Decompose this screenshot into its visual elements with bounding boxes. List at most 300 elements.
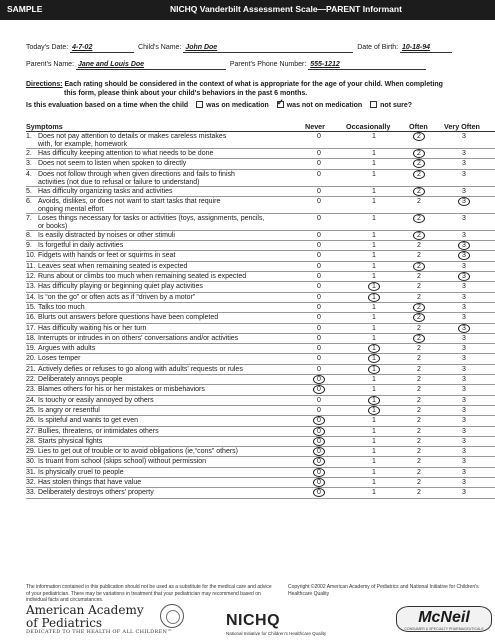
table-row xyxy=(26,187,495,197)
rating-option[interactable]: 2 xyxy=(417,406,421,414)
rating-option-selected[interactable]: 2 xyxy=(413,303,425,312)
rating-option[interactable]: 2 xyxy=(417,324,421,332)
rating-option[interactable]: 1 xyxy=(372,437,376,445)
symptom-text xyxy=(38,345,302,353)
rating-option[interactable]: 2 xyxy=(417,355,421,363)
nichq-tagline: National Initiative for Children's Healthcare Quality xyxy=(226,631,327,636)
rating-option[interactable]: 3 xyxy=(462,458,466,466)
sample-label: SAMPLE xyxy=(7,4,43,14)
rating-option[interactable]: 0 xyxy=(317,252,321,260)
rating-option-selected[interactable]: 2 xyxy=(413,214,425,223)
table-row xyxy=(26,149,495,159)
symptom-text xyxy=(38,263,302,271)
table-row xyxy=(26,303,495,313)
symptom-text xyxy=(38,489,302,497)
table-row xyxy=(26,385,495,395)
rating-option[interactable]: 0 xyxy=(317,150,321,157)
rating-option-selected[interactable]: 0 xyxy=(313,437,325,446)
rating-option-selected[interactable]: 0 xyxy=(313,468,325,477)
aap-tagline: DEDICATED TO THE HEALTH OF ALL CHILDREN™ xyxy=(26,629,173,635)
symptom-text-line1: Bullies, threatens, or intimidates others xyxy=(38,427,159,435)
phone-label: Parent's Phone Number: xyxy=(229,61,307,68)
aap-logo-line1: American Academy xyxy=(26,603,144,617)
rating-option[interactable]: 1 xyxy=(372,303,376,311)
rating-option[interactable]: 2 xyxy=(417,437,421,445)
rating-option[interactable]: 3 xyxy=(462,262,466,270)
date-value: 4-7-02 xyxy=(72,44,93,51)
row-number: 4. xyxy=(26,170,32,178)
rating-option[interactable]: 2 xyxy=(417,293,421,301)
dob-value: 10-18-94 xyxy=(402,44,431,51)
parent-name-label: Parent's Name: xyxy=(26,61,75,68)
symptom-text xyxy=(38,325,302,333)
footer-disclaimer: The information contained in this publication should not be used as a substitute for the medical care and advice of your pediatrician. There may be variations in treatment that your pediatrician may recommend based on individual facts and circumstances. xyxy=(26,584,272,603)
symptom-text xyxy=(38,198,302,214)
table-row xyxy=(26,293,495,303)
rating-option[interactable]: 1 xyxy=(372,334,376,342)
checkbox-on-medication[interactable] xyxy=(196,101,203,108)
rating-option[interactable]: 0 xyxy=(317,273,321,281)
rating-option[interactable]: 1 xyxy=(372,479,376,487)
symptom-text-line2: with, for example, homework xyxy=(38,141,128,149)
rating-option[interactable]: 1 xyxy=(372,458,376,466)
rating-option[interactable]: 0 xyxy=(317,406,321,414)
rating-option-selected[interactable]: 1 xyxy=(368,354,380,363)
table-row xyxy=(26,375,495,385)
symptom-text-line1: Has difficulty keeping attention to what needs to be done xyxy=(38,150,214,157)
table-row xyxy=(26,313,495,323)
rating-option[interactable]: 3 xyxy=(462,427,466,435)
rating-option-selected[interactable]: 1 xyxy=(368,365,380,374)
symptom-text-line1: Has difficulty waiting his or her turn xyxy=(38,324,147,332)
aap-logo-line2: of Pediatrics xyxy=(26,615,103,630)
symptom-table xyxy=(26,121,495,499)
rating-option[interactable]: 0 xyxy=(317,303,321,311)
table-row xyxy=(26,231,495,241)
rating-option[interactable]: 1 xyxy=(372,133,376,140)
rating-option-selected[interactable]: 1 xyxy=(368,282,380,291)
row-number: 9. xyxy=(26,242,32,250)
parent-name-value: Jane and Louis Doe xyxy=(77,61,145,68)
symptom-text-line1: Does not follow through when given directions and fails to finish xyxy=(38,170,235,178)
rating-option[interactable]: 1 xyxy=(372,314,376,322)
rating-option[interactable]: 1 xyxy=(372,150,376,157)
rating-option-selected[interactable]: 2 xyxy=(413,170,425,179)
symptom-text-line1: Leaves seat when remaining seated is expected xyxy=(38,262,188,270)
symptom-text-line1: Loses temper xyxy=(38,355,81,363)
table-row xyxy=(26,344,495,354)
info-row-2 xyxy=(26,61,426,70)
symptom-text xyxy=(38,428,302,436)
rating-option-selected[interactable]: 2 xyxy=(413,231,425,240)
symptom-text-line1: Blurts out answers before questions have been completed xyxy=(38,314,219,322)
directions-label: Directions: xyxy=(26,81,63,88)
option-not-on-medication: was not on medication xyxy=(286,102,363,109)
table-body xyxy=(26,132,495,499)
table-row xyxy=(26,416,495,426)
rating-option[interactable]: 2 xyxy=(417,197,421,205)
rating-option[interactable]: 0 xyxy=(317,262,321,270)
symptom-text xyxy=(38,469,302,477)
symptom-text-line1: Blames others for his or her mistakes or misbehaviors xyxy=(38,386,205,394)
row-number: 11. xyxy=(26,262,36,270)
symptom-text-line1: Is easily distracted by noises or other stimuli xyxy=(38,231,175,239)
dob-label: Date of Birth: xyxy=(357,44,399,51)
symptom-text-line1: Has difficulty playing or beginning quiet play activities xyxy=(38,283,203,291)
symptom-text-line1: Is forgetful in daily activities xyxy=(38,242,124,250)
symptom-text-line1: Is spiteful and wants to get even xyxy=(38,417,139,425)
row-number: 17. xyxy=(26,324,36,332)
symptom-text xyxy=(38,335,302,343)
rating-option[interactable]: 0 xyxy=(317,242,321,250)
row-number: 7. xyxy=(26,214,32,222)
rating-option[interactable]: 1 xyxy=(372,386,376,394)
rating-option[interactable]: 2 xyxy=(417,396,421,404)
rating-option[interactable]: 2 xyxy=(417,242,421,250)
row-number: 33. xyxy=(26,489,36,497)
symptom-text-line1: Lies to get out of trouble or to avoid obligations (ie,“cons” others) xyxy=(38,448,238,456)
symptom-text-line1: Avoids, dislikes, or does not want to start tasks that require xyxy=(38,197,221,205)
symptom-text xyxy=(38,417,302,425)
rating-option[interactable]: 1 xyxy=(372,187,376,195)
rating-option[interactable]: 3 xyxy=(462,448,466,456)
symptom-text-line1: Has difficulty organizing tasks and activities xyxy=(38,187,173,195)
symptom-text xyxy=(38,314,302,322)
rating-option[interactable]: 3 xyxy=(462,303,466,311)
rating-option[interactable]: 0 xyxy=(317,396,321,404)
rating-option[interactable]: 0 xyxy=(317,160,321,168)
rating-option[interactable]: 2 xyxy=(417,479,421,487)
directions-line2: this form, please think about your child's behaviors in the past 6 months. xyxy=(64,90,308,98)
mcneil-logo-text: McNeil xyxy=(418,609,470,626)
symptom-text xyxy=(38,397,302,405)
rating-option-selected[interactable]: 3 xyxy=(458,251,470,260)
rating-option[interactable]: 1 xyxy=(372,242,376,250)
symptom-text xyxy=(38,232,302,240)
row-number: 28. xyxy=(26,437,36,445)
symptom-text-line1: Has stolen things that have value xyxy=(38,479,142,487)
rating-option[interactable]: 3 xyxy=(462,187,466,195)
rating-option[interactable]: 2 xyxy=(417,458,421,466)
table-row xyxy=(26,406,495,416)
symptom-text-line1: Deliberately annoys people xyxy=(38,376,123,384)
symptom-text-line1: Interrupts or intrudes in on others' conversations and/or activities xyxy=(38,334,239,342)
rating-option[interactable]: 3 xyxy=(462,214,466,222)
table-row xyxy=(26,447,495,457)
row-number: 31. xyxy=(26,468,36,476)
symptom-text-line1: Is physically cruel to people xyxy=(38,468,124,476)
rating-option[interactable]: 1 xyxy=(372,376,376,384)
rating-option[interactable]: 1 xyxy=(372,417,376,425)
symptom-text-line1: Talks too much xyxy=(38,303,85,311)
symptom-text xyxy=(38,242,302,250)
row-number: 12. xyxy=(26,273,36,281)
aap-logo xyxy=(26,604,144,629)
rating-option[interactable]: 1 xyxy=(372,262,376,270)
symptom-text-line2: activities (not due to refusal or failure to understand) xyxy=(38,178,200,186)
symptom-text xyxy=(38,304,302,312)
rating-option[interactable]: 3 xyxy=(462,406,466,414)
symptom-text xyxy=(38,376,302,384)
rating-option[interactable]: 3 xyxy=(462,293,466,301)
rating-option[interactable]: 1 xyxy=(372,448,376,456)
rating-option-selected[interactable]: 0 xyxy=(313,488,325,497)
symptom-text xyxy=(38,188,302,196)
rating-option[interactable]: 1 xyxy=(372,160,376,168)
directions-line1: Each rating should be considered in the context of what is appropriate for the age of your child. When completing xyxy=(64,81,443,88)
rating-option[interactable]: 2 xyxy=(417,273,421,281)
rating-option[interactable]: 3 xyxy=(462,160,466,168)
rating-option[interactable]: 0 xyxy=(317,170,321,178)
rating-option[interactable]: 3 xyxy=(462,355,466,363)
rating-option[interactable]: 1 xyxy=(372,427,376,435)
rating-option-selected[interactable]: 0 xyxy=(313,427,325,436)
rating-option[interactable]: 3 xyxy=(462,396,466,404)
symptom-text xyxy=(38,252,302,260)
row-number: 24. xyxy=(26,396,36,404)
phone-field[interactable] xyxy=(308,61,426,70)
rating-option-selected[interactable]: 0 xyxy=(313,385,325,394)
child-name-value: John Doe xyxy=(185,44,218,51)
table-row xyxy=(26,262,495,272)
rating-option[interactable]: 3 xyxy=(462,150,466,157)
rating-option[interactable]: 3 xyxy=(462,170,466,178)
rating-option[interactable]: 1 xyxy=(372,324,376,332)
rating-option[interactable]: 2 xyxy=(417,427,421,435)
rating-option[interactable]: 2 xyxy=(417,252,421,260)
evaluation-question-text: Is this evaluation based on a time when the child xyxy=(26,102,189,109)
table-row xyxy=(26,324,495,334)
header-never: Never xyxy=(305,122,325,131)
rating-option-selected[interactable]: 2 xyxy=(413,334,425,343)
rating-option-selected[interactable]: 1 xyxy=(368,293,380,302)
symptom-text xyxy=(38,479,302,487)
symptom-text-line1: Starts physical fights xyxy=(38,437,103,445)
table-row xyxy=(26,468,495,478)
row-number: 19. xyxy=(26,345,36,353)
symptom-text xyxy=(38,171,302,187)
rating-option[interactable]: 2 xyxy=(417,448,421,456)
rating-option[interactable]: 3 xyxy=(462,314,466,322)
rating-option[interactable]: 3 xyxy=(462,489,466,497)
rating-option[interactable]: 3 xyxy=(462,479,466,487)
rating-option[interactable]: 3 xyxy=(462,133,466,140)
rating-option-selected[interactable]: 2 xyxy=(413,149,425,158)
rating-option[interactable]: 0 xyxy=(317,214,321,222)
rating-option-selected[interactable]: 2 xyxy=(413,262,425,271)
rating-option-selected[interactable]: 0 xyxy=(313,375,325,384)
rating-option[interactable]: 3 xyxy=(462,386,466,394)
option-on-medication: was on medication xyxy=(206,102,269,109)
rating-option[interactable]: 1 xyxy=(372,231,376,239)
rating-option-selected[interactable]: 2 xyxy=(413,187,425,196)
table-row xyxy=(26,214,495,231)
rating-option-selected[interactable]: 2 xyxy=(413,313,425,322)
date-field[interactable] xyxy=(70,44,134,53)
rating-option[interactable]: 0 xyxy=(317,231,321,239)
symptom-text xyxy=(38,386,302,394)
symptom-text-line2: or books) xyxy=(38,222,68,230)
rating-option[interactable]: 1 xyxy=(372,273,376,281)
symptom-text xyxy=(38,283,302,291)
rating-option-selected[interactable]: 3 xyxy=(458,241,470,250)
row-number: 16. xyxy=(26,314,36,322)
rating-option[interactable]: 0 xyxy=(317,345,321,353)
symptom-text xyxy=(38,355,302,363)
table-row xyxy=(26,251,495,261)
symptom-text-line1: Argues with adults xyxy=(38,345,96,353)
rating-option[interactable]: 3 xyxy=(462,283,466,291)
checkbox-not-sure[interactable] xyxy=(370,101,377,108)
symptom-text-line1: Deliberately destroys others' property xyxy=(38,489,154,497)
table-row xyxy=(26,365,495,375)
table-row xyxy=(26,272,495,282)
row-number: 10. xyxy=(26,252,36,260)
parent-name-field[interactable] xyxy=(76,61,226,70)
header-bar xyxy=(0,0,495,20)
rating-option-selected[interactable]: 0 xyxy=(313,416,325,425)
aap-seal-icon xyxy=(160,604,184,628)
dob-field[interactable] xyxy=(400,44,452,53)
symptom-text-line1: Is truant from school (skips school) without permission xyxy=(38,458,207,466)
symptom-text-line1: Fidgets with hands or feet or squirms in seat xyxy=(38,252,176,260)
symptom-text xyxy=(38,215,302,231)
option-not-sure: not sure? xyxy=(380,102,413,109)
phone-value: 555-1212 xyxy=(310,61,340,68)
nichq-logo: NICHQ xyxy=(226,612,281,629)
rating-option[interactable]: 0 xyxy=(317,334,321,342)
mcneil-logo xyxy=(396,606,492,632)
row-number: 5. xyxy=(26,187,32,195)
info-row-1 xyxy=(26,44,452,53)
rating-option[interactable]: 0 xyxy=(317,293,321,301)
footer-copyright: Copyright ©2002 American Academy of Pediatrics and National Initiative for Children's Healthcare Quality xyxy=(288,584,479,597)
rating-option[interactable]: 2 xyxy=(417,365,421,373)
rating-option[interactable]: 1 xyxy=(372,170,376,178)
child-name-field[interactable] xyxy=(183,44,353,53)
rating-option[interactable]: 3 xyxy=(462,231,466,239)
rating-option[interactable]: 0 xyxy=(317,133,321,140)
table-row xyxy=(26,334,495,344)
table-row xyxy=(26,354,495,364)
rating-option[interactable]: 0 xyxy=(317,355,321,363)
row-number: 25. xyxy=(26,406,36,414)
row-number: 1. xyxy=(26,133,32,140)
rating-option[interactable]: 0 xyxy=(317,324,321,332)
rating-option-selected[interactable]: 3 xyxy=(458,272,470,281)
rating-option[interactable]: 2 xyxy=(417,386,421,394)
symptom-text-line1: Does not pay attention to details or makes careless mistakes xyxy=(38,133,227,140)
row-number: 8. xyxy=(26,231,32,239)
table-row xyxy=(26,159,495,169)
row-number: 15. xyxy=(26,303,36,311)
rating-option[interactable]: 1 xyxy=(372,468,376,476)
rating-option[interactable]: 2 xyxy=(417,468,421,476)
rating-option[interactable]: 1 xyxy=(372,214,376,222)
rating-option[interactable]: 3 xyxy=(462,417,466,425)
rating-option[interactable]: 0 xyxy=(317,187,321,195)
rating-option[interactable]: 3 xyxy=(462,468,466,476)
rating-option[interactable]: 0 xyxy=(317,365,321,373)
row-number: 13. xyxy=(26,283,36,291)
rating-option[interactable]: 2 xyxy=(417,489,421,497)
rating-option[interactable]: 1 xyxy=(372,197,376,205)
evaluation-question xyxy=(26,101,412,110)
table-row xyxy=(26,478,495,488)
rating-option[interactable]: 3 xyxy=(462,345,466,353)
symptom-text xyxy=(38,458,302,466)
header-often: Often xyxy=(409,122,428,131)
checkbox-not-on-medication[interactable] xyxy=(277,101,284,108)
rating-option[interactable]: 2 xyxy=(417,376,421,384)
rating-option-selected[interactable]: 3 xyxy=(458,197,470,206)
symptom-text xyxy=(38,448,302,456)
row-number: 14. xyxy=(26,293,36,301)
row-number: 21. xyxy=(26,365,36,373)
rating-option-selected[interactable]: 3 xyxy=(458,324,470,333)
header-symptoms: Symptoms xyxy=(26,122,63,131)
symptom-text xyxy=(38,273,302,281)
symptom-text-line1: Is touchy or easily annoyed by others xyxy=(38,396,154,404)
rating-option-selected[interactable]: 0 xyxy=(313,478,325,487)
symptom-text-line2: ongoing mental effort xyxy=(38,205,104,213)
rating-option[interactable]: 3 xyxy=(462,437,466,445)
table-row xyxy=(26,170,495,187)
table-row xyxy=(26,132,495,149)
row-number: 30. xyxy=(26,458,36,466)
rating-option-selected[interactable]: 2 xyxy=(413,159,425,168)
rating-option[interactable]: 3 xyxy=(462,376,466,384)
rating-option[interactable]: 3 xyxy=(462,365,466,373)
row-number: 6. xyxy=(26,197,32,205)
row-number: 3. xyxy=(26,160,32,168)
table-row xyxy=(26,197,495,214)
rating-option-selected[interactable]: 1 xyxy=(368,344,380,353)
symptom-text-line1: Is angry or resentful xyxy=(38,406,100,414)
table-row xyxy=(26,241,495,251)
form-title: NICHQ Vanderbilt Assessment Scale—PARENT Informant xyxy=(170,4,402,14)
rating-option[interactable]: 0 xyxy=(317,314,321,322)
rating-option[interactable]: 2 xyxy=(417,283,421,291)
symptom-text xyxy=(38,150,302,158)
table-row xyxy=(26,457,495,467)
rating-option-selected[interactable]: 0 xyxy=(313,447,325,456)
rating-option[interactable]: 0 xyxy=(317,197,321,205)
rating-option[interactable]: 1 xyxy=(372,489,376,497)
row-number: 27. xyxy=(26,427,36,435)
rating-option[interactable]: 1 xyxy=(372,252,376,260)
rating-option[interactable]: 3 xyxy=(462,334,466,342)
row-number: 23. xyxy=(26,386,36,394)
header-occasionally: Occasionally xyxy=(346,122,391,131)
mcneil-logo-sub: CONSUMER & SPECIALTY PHARMACEUTICALS xyxy=(404,627,484,631)
rating-option-selected[interactable]: 1 xyxy=(368,406,380,415)
rating-option[interactable]: 0 xyxy=(317,283,321,291)
symptom-text xyxy=(38,294,302,302)
child-name-label: Child's Name: xyxy=(138,44,182,51)
date-label: Today's Date: xyxy=(26,44,69,51)
symptom-text-line1: Actively defies or refuses to go along with adults' requests or rules xyxy=(38,365,243,373)
rating-option-selected[interactable]: 1 xyxy=(368,396,380,405)
rating-option[interactable]: 2 xyxy=(417,417,421,425)
symptom-text xyxy=(38,160,302,168)
row-number: 2. xyxy=(26,150,32,157)
rating-option[interactable]: 2 xyxy=(417,345,421,353)
rating-option-selected[interactable]: 0 xyxy=(313,457,325,466)
rating-option-selected[interactable]: 2 xyxy=(413,132,425,141)
table-row xyxy=(26,282,495,292)
row-number: 26. xyxy=(26,417,36,425)
